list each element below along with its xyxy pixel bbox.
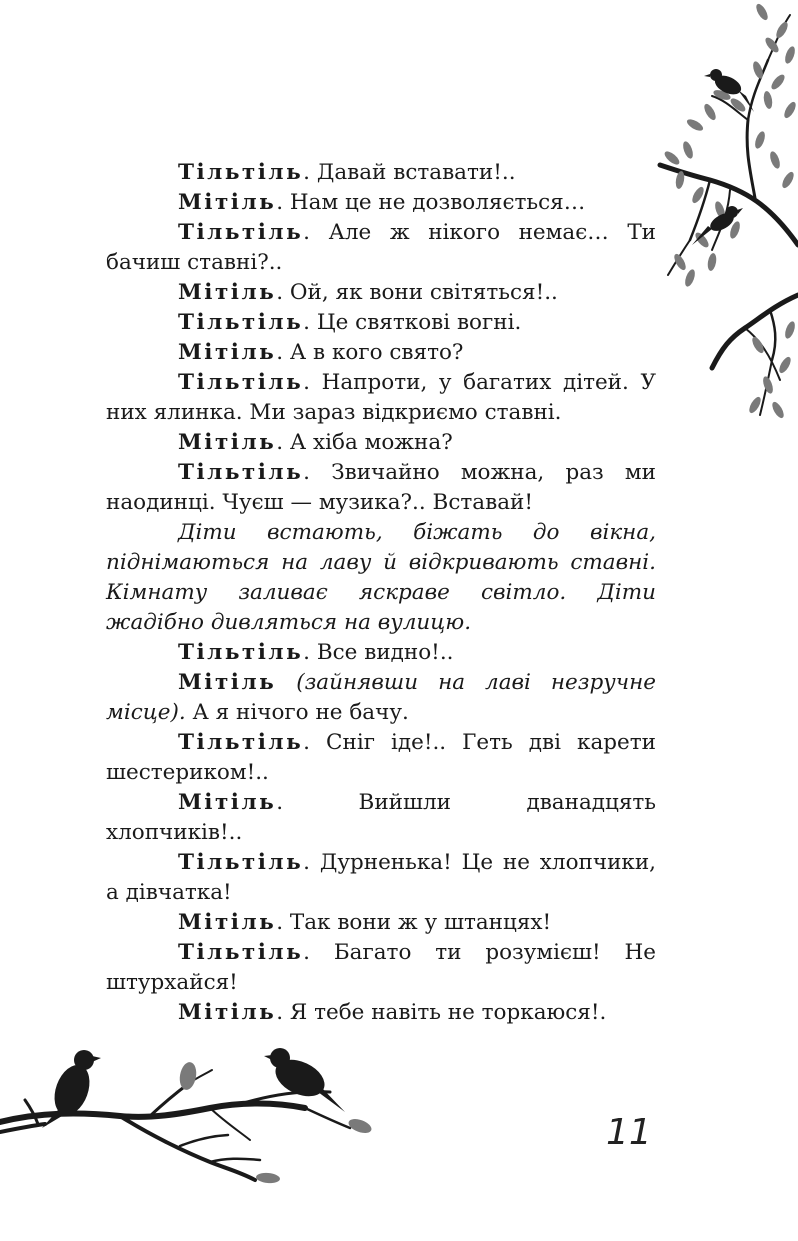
- speaker-name: Тільтіль: [178, 730, 304, 755]
- play-dialogue-text: [106, 158, 656, 1028]
- speaker-name: Мітіль: [178, 340, 277, 365]
- line-text: . Це святкові вогні.: [303, 310, 522, 335]
- dialogue-line: [106, 308, 656, 338]
- dialogue-line: [106, 728, 656, 788]
- dialogue-line: [106, 938, 656, 998]
- speaker-name: Мітіль: [178, 670, 277, 695]
- stage-remark: (зайнявши на лаві незручне місце).: [106, 670, 656, 725]
- page-number: 11: [606, 1112, 652, 1153]
- line-text: . Дурненька! Це не хлопчики, а дівчатка!: [106, 850, 656, 905]
- speaker-name: Тільтіль: [178, 310, 304, 335]
- speaker-name: Тільтіль: [178, 940, 304, 965]
- line-text: . Нам це не дозволяється…: [276, 190, 586, 215]
- stage-direction: Діти встають, біжать до вікна, піднімаються на лаву й відкривають ставні. Кімнату заливає яскраве світло. Діти жадібно дивляться на вулицю.: [106, 520, 656, 635]
- speaker-name: Мітіль: [178, 190, 277, 215]
- bottom-branch-birds-illustration: [0, 1040, 380, 1200]
- speaker-name: Тільтіль: [178, 850, 304, 875]
- dialogue-line: [106, 368, 656, 428]
- line-text: . Я тебе навіть не торкаюся!.: [276, 1000, 607, 1025]
- speaker-name: Тільтіль: [178, 220, 304, 245]
- line-text: . Все видно!..: [303, 640, 454, 665]
- speaker-name: Мітіль: [178, 910, 277, 935]
- line-text: . А в кого свято?: [276, 340, 464, 365]
- dialogue-line: [106, 998, 656, 1028]
- speaker-name: Мітіль: [178, 1000, 277, 1025]
- line-text: . А хіба можна?: [276, 430, 453, 455]
- dialogue-line: [106, 188, 656, 218]
- speaker-name: Тільтіль: [178, 640, 304, 665]
- line-text: . Звичайно можна, раз ми наодинці. Чуєш — музика?.. Вставай!: [106, 460, 656, 515]
- line-text: . Напроти, у багатих дітей. У них ялинка. Ми зараз відкриємо ставні.: [106, 370, 656, 425]
- dialogue-line: [106, 908, 656, 938]
- speaker-name: Мітіль: [178, 790, 277, 815]
- dialogue-line: [106, 428, 656, 458]
- dialogue-line: [106, 338, 656, 368]
- line-text: . Багато ти розумієш! Не штурхайся!: [106, 940, 656, 995]
- dialogue-line: [106, 668, 656, 728]
- dialogue-line: [106, 218, 656, 278]
- dialogue-line: [106, 158, 656, 188]
- line-text: . Вийшли дванадцять хлопчиків!..: [106, 790, 656, 845]
- line-text: . Так вони ж у штанцях!: [276, 910, 552, 935]
- dialogue-line: [106, 788, 656, 848]
- line-text: . Але ж нікого немає… Ти бачиш ставні?..: [106, 220, 656, 275]
- dialogue-line: [106, 848, 656, 908]
- speaker-name: Тільтіль: [178, 460, 304, 485]
- line-text: А я нічого не бачу.: [185, 700, 409, 725]
- speaker-name: Тільтіль: [178, 370, 304, 395]
- line-text: . Сніг іде!.. Геть дві карети шестериком!..: [106, 730, 656, 785]
- speaker-name: Тільтіль: [178, 160, 304, 185]
- dialogue-line: [106, 458, 656, 518]
- dialogue-line: [106, 638, 656, 668]
- top-right-branch-birds-illustration: [650, 0, 798, 430]
- line-text: . Ой, як вони світяться!..: [276, 280, 558, 305]
- speaker-name: Мітіль: [178, 280, 277, 305]
- line-text: . Давай вставати!..: [303, 160, 516, 185]
- speaker-name: Мітіль: [178, 430, 277, 455]
- dialogue-line: [106, 278, 656, 308]
